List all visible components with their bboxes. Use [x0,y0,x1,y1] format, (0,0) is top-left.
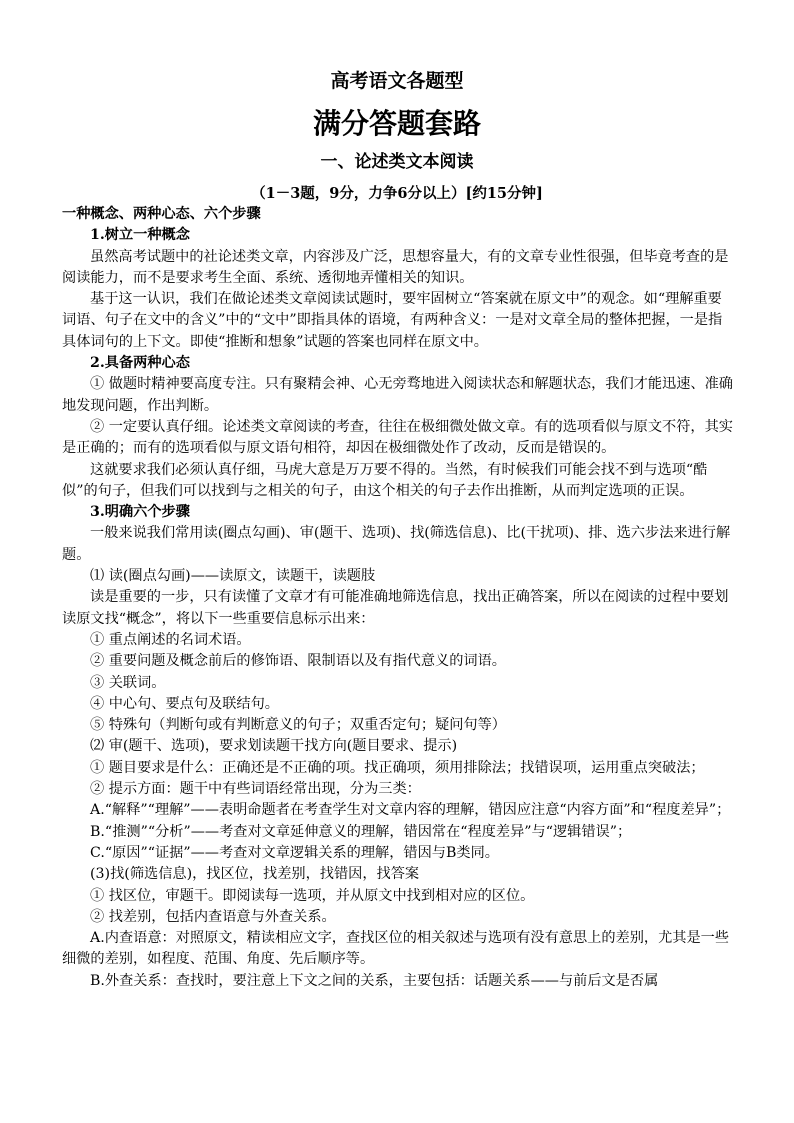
paragraph: ① 做题时精神要高度专注。只有聚精会神、心无旁骛地进入阅读状态和解题状态，我们才能迅速、准确地发现问题，作出判断。 [62,376,733,414]
paragraph: ① 题目要求是什么：正确还是不正确的项。找正确项，须用排除法；找错误项，运用重点突破法； [90,759,705,776]
document-body [62,204,734,992]
paragraph: B.“推测”“分析”——考查对文章延伸意义的理解，错因常在“程度差异”与“逻辑错误”； [90,823,632,840]
paragraph: C.“原因”“证据”——考查对文章逻辑关系的理解，错因与B类同。 [90,844,499,861]
list-item: ① 重点阐述的名词术语。 [90,631,251,648]
list-item: ① 找区位，审题干。即阅读每一选项，并从原文中找到相对应的区位。 [90,887,535,904]
paragraph: A.内查语意：对照原文，精读相应文字，查找区位的相关叙述与选项有没有意思上的差别，尤其是一些细微的差别，如程度、范围、角度、先后顺序等。 [62,930,730,968]
paragraph: ② 一定要认真仔细。论述类文章阅读的考查，往往在极细微处做文章。有的选项看似与原文不符，其实是正确的；而有的选项看似与原文语句相符，却因在极细微处作了改动，反而是错误的。 [62,418,733,457]
list-item: ② 找差别，包括内查语意与外查关系。 [90,908,336,925]
list-item: ④ 中心句、要点句及联结句。 [90,695,279,712]
section-subtitle: （1－3题，9分，力争6分以上）[约15分钟] [251,185,543,202]
document-title-small: 高考语文各题型 [330,70,464,92]
paragraph: 读是重要的一步，只有读懂了文章才有可能准确地筛选信息，找出正确答案，所以在阅读的过程中要划读原文找“概念”，将以下一些重要信息标示出来： [62,589,729,627]
list-item: ⑤ 特殊句（判断句或有判断意义的句子；双重否定句；疑问句等） [90,717,506,734]
step-heading: ⑵ 审(题干、选项)，要求划读题干找方向(题目要求、提示) [90,738,458,755]
paragraph: ② 提示方面：题干中有些词语经常出现，分为三类： [90,781,421,798]
document-title-main: 满分答题套路 [312,107,481,140]
subheading-2: 2.具备两种心态 [90,355,190,372]
subheading-1: 1.树立一种概念 [90,227,190,244]
paragraph: 虽然高考试题中的社论述类文章，内容涉及广泛，思想容量大，有的文章专业性很强，但毕竟考查的是阅读能力，而不是要求考生全面、系统、透彻地弄懂相关的知识。 [62,248,729,286]
subheading-3: 3.明确六个步骤 [90,504,190,521]
step-heading: (3)找(筛选信息)，找区位，找差别，找错因，找答案 [90,866,420,883]
list-item: ③ 关联词。 [90,674,166,691]
step-heading: ⑴ 读(圈点勾画)——读原文，读题干，读题肢 [90,568,376,585]
paragraph: 这就要求我们必须认真仔细，马虎大意是万万要不得的。当然，有时候我们可能会找不到与选项“酷似”的句子，但我们可以找到与之相关的句子，由这个相关的句子去作出推断，从而判定选项的正误。 [62,461,708,499]
paragraph: 一般来说我们常用读(圈点勾画)、审(题干、选项)、找(筛选信息)、比(干扰项)、排、选六步法来进行解题。 [62,525,731,563]
paragraph: B.外查关系：查找时，要注意上下文之间的关系，主要包括：话题关系——与前后文是否属 [90,972,659,989]
section-heading: 一、论述类文本阅读 [320,152,474,172]
paragraph: 基于这一认识，我们在做论述类文章阅读试题时，要牢固树立“答案就在原文中”的观念。如“理解重要词语、句子在文中的含义”中的“文中”即指具体的语境，有两种含义：一是对文章全局的整体把握，一是指具体词句的上下文。即使“推断和想象”试题的答案也同样在原文中。 [62,291,723,350]
list-item: ② 重要问题及概念前后的修饰语、限制语以及有指代意义的词语。 [90,653,506,670]
overview-heading: 一种概念、两种心态、六个步骤 [62,206,261,222]
paragraph: A.“解释”“理解”——表明命题者在考查学生对文章内容的理解，错因应注意“内容方面”和“程度差异”； [90,802,731,819]
